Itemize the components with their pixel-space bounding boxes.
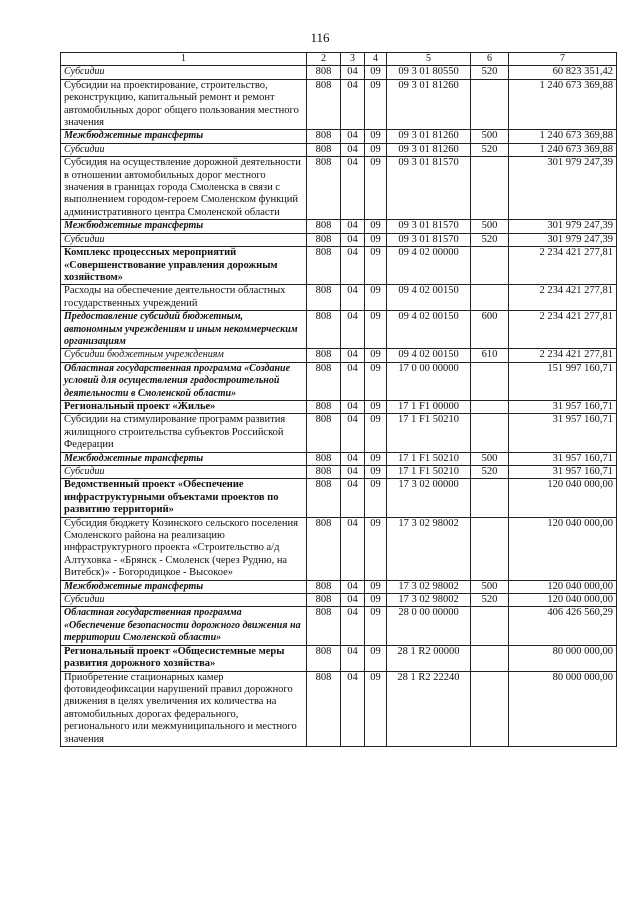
row-ministry-code: 808: [307, 414, 341, 452]
table-row: [61, 79, 617, 130]
row-amount: 301 979 247,39: [509, 157, 617, 220]
row-amount: 301 979 247,39: [509, 220, 617, 233]
row-subsection-code: 09: [365, 233, 387, 246]
row-amount: 1 240 673 369,88: [509, 130, 617, 143]
row-name: Межбюджетные трансферты: [61, 580, 307, 593]
row-subsection-code: 09: [365, 517, 387, 580]
row-section-code: 04: [341, 517, 365, 580]
table-row: [61, 233, 617, 246]
row-section-code: 04: [341, 349, 365, 362]
row-target-article-code: 17 3 02 98002: [387, 517, 471, 580]
row-name: Межбюджетные трансферты: [61, 130, 307, 143]
row-name: Ведомственный проект «Обеспечение инфраструктурными объектами проектов по развитию территорий»: [61, 479, 307, 517]
row-section-code: 04: [341, 247, 365, 285]
row-amount: 301 979 247,39: [509, 233, 617, 246]
row-section-code: 04: [341, 671, 365, 746]
table-row: [61, 671, 617, 746]
row-name: Субсидия на осуществление дорожной деятельности в отношении автомобильных дорог местного значения в границах города Смоленска в связи с выполнением городом-героем Смоленском функций административного центра Смоленской области: [61, 157, 307, 220]
row-target-article-code: 28 0 00 00000: [387, 607, 471, 645]
row-name: Субсидия бюджету Козинского сельского поселения Смоленского района на реализацию инфраструктурного проекта «Строительство а/д Алтуховка - «Брянск - Смоленск (через Рудню, на Витебск)» - Богородицкое - Высокое»: [61, 517, 307, 580]
row-ministry-code: 808: [307, 580, 341, 593]
row-amount: 2 234 421 277,81: [509, 311, 617, 349]
row-name: Межбюджетные трансферты: [61, 220, 307, 233]
row-amount: 60 823 351,42: [509, 66, 617, 79]
row-subsection-code: 09: [365, 580, 387, 593]
row-expense-type-code: 500: [471, 130, 509, 143]
row-section-code: 04: [341, 130, 365, 143]
row-target-article-code: 09 3 01 81260: [387, 143, 471, 156]
row-subsection-code: 09: [365, 645, 387, 671]
row-section-code: 04: [341, 466, 365, 479]
row-ministry-code: 808: [307, 66, 341, 79]
column-header: 5: [387, 53, 471, 66]
row-name: Субсидии: [61, 466, 307, 479]
table-row: [61, 452, 617, 465]
row-expense-type-code: 500: [471, 220, 509, 233]
row-amount: 2 234 421 277,81: [509, 349, 617, 362]
row-ministry-code: 808: [307, 79, 341, 130]
row-name: Субсидии: [61, 233, 307, 246]
row-ministry-code: 808: [307, 143, 341, 156]
row-ministry-code: 808: [307, 130, 341, 143]
row-section-code: 04: [341, 645, 365, 671]
row-subsection-code: 09: [365, 157, 387, 220]
row-ministry-code: 808: [307, 607, 341, 645]
table-row: [61, 594, 617, 607]
row-subsection-code: 09: [365, 311, 387, 349]
row-section-code: 04: [341, 79, 365, 130]
row-target-article-code: 09 3 01 81570: [387, 233, 471, 246]
row-section-code: 04: [341, 594, 365, 607]
row-amount: 31 957 160,71: [509, 452, 617, 465]
row-target-article-code: 17 1 F1 50210: [387, 452, 471, 465]
row-amount: 1 240 673 369,88: [509, 143, 617, 156]
row-amount: 120 040 000,00: [509, 479, 617, 517]
row-ministry-code: 808: [307, 285, 341, 311]
table-row: [61, 517, 617, 580]
table-row: [61, 349, 617, 362]
row-subsection-code: 09: [365, 247, 387, 285]
row-amount: 120 040 000,00: [509, 517, 617, 580]
row-ministry-code: 808: [307, 247, 341, 285]
column-header: 4: [365, 53, 387, 66]
table-row: [61, 580, 617, 593]
row-expense-type-code: [471, 414, 509, 452]
row-section-code: 04: [341, 452, 365, 465]
row-expense-type-code: [471, 157, 509, 220]
row-subsection-code: 09: [365, 414, 387, 452]
row-expense-type-code: 610: [471, 349, 509, 362]
row-target-article-code: 09 3 01 81570: [387, 220, 471, 233]
row-target-article-code: 09 4 02 00000: [387, 247, 471, 285]
row-amount: 2 234 421 277,81: [509, 285, 617, 311]
row-expense-type-code: [471, 607, 509, 645]
row-ministry-code: 808: [307, 233, 341, 246]
row-expense-type-code: [471, 79, 509, 130]
row-section-code: 04: [341, 479, 365, 517]
page-number: 116: [310, 30, 330, 45]
row-amount: 151 997 160,71: [509, 362, 617, 400]
row-ministry-code: 808: [307, 220, 341, 233]
row-target-article-code: 17 3 02 00000: [387, 479, 471, 517]
row-section-code: 04: [341, 157, 365, 220]
table-row: [61, 285, 617, 311]
row-ministry-code: 808: [307, 645, 341, 671]
row-ministry-code: 808: [307, 349, 341, 362]
row-ministry-code: 808: [307, 594, 341, 607]
row-expense-type-code: [471, 400, 509, 413]
row-amount: 406 426 560,29: [509, 607, 617, 645]
budget-table: [60, 52, 617, 747]
row-section-code: 04: [341, 362, 365, 400]
row-ministry-code: 808: [307, 311, 341, 349]
row-target-article-code: 09 4 02 00150: [387, 349, 471, 362]
row-target-article-code: 17 1 F1 50210: [387, 466, 471, 479]
row-name: Субсидии на стимулирование программ развития жилищного строительства субъектов Российской Федерации: [61, 414, 307, 452]
row-subsection-code: 09: [365, 66, 387, 79]
row-target-article-code: 09 3 01 81260: [387, 79, 471, 130]
row-name: Межбюджетные трансферты: [61, 452, 307, 465]
row-name: Расходы на обеспечение деятельности областных государственных учреждений: [61, 285, 307, 311]
row-name: Предоставление субсидий бюджетным, автономным учреждениям и иным некоммерческим организациям: [61, 311, 307, 349]
row-section-code: 04: [341, 580, 365, 593]
row-section-code: 04: [341, 607, 365, 645]
row-name: Приобретение стационарных камер фотовидеофиксации нарушений правил дорожного движения в целях увеличения их количества на автомобильных дорогах федерального, регионального или межмуниципального и местного значения: [61, 671, 307, 746]
row-section-code: 04: [341, 143, 365, 156]
row-name: Субсидии: [61, 66, 307, 79]
row-target-article-code: 09 3 01 81570: [387, 157, 471, 220]
row-subsection-code: 09: [365, 466, 387, 479]
row-expense-type-code: 520: [471, 594, 509, 607]
row-subsection-code: 09: [365, 130, 387, 143]
row-name: Региональный проект «Жилье»: [61, 400, 307, 413]
column-header: 1: [61, 53, 307, 66]
column-header: 2: [307, 53, 341, 66]
row-expense-type-code: [471, 247, 509, 285]
table-row: [61, 66, 617, 79]
row-subsection-code: 09: [365, 362, 387, 400]
row-subsection-code: 09: [365, 671, 387, 746]
row-target-article-code: 17 3 02 98002: [387, 594, 471, 607]
row-subsection-code: 09: [365, 452, 387, 465]
row-name: Региональный проект «Общесистемные меры развития дорожного хозяйства»: [61, 645, 307, 671]
row-expense-type-code: [471, 285, 509, 311]
row-ministry-code: 808: [307, 517, 341, 580]
table-row: [61, 143, 617, 156]
row-expense-type-code: 520: [471, 466, 509, 479]
row-ministry-code: 808: [307, 157, 341, 220]
row-section-code: 04: [341, 66, 365, 79]
row-section-code: 04: [341, 285, 365, 311]
row-target-article-code: 09 3 01 80550: [387, 66, 471, 79]
row-target-article-code: 17 0 00 00000: [387, 362, 471, 400]
row-expense-type-code: [471, 671, 509, 746]
row-section-code: 04: [341, 400, 365, 413]
table-row: [61, 645, 617, 671]
row-expense-type-code: 520: [471, 66, 509, 79]
row-name: Областная государственная программа «Создание условий для осуществления градостроительной деятельности в Смоленской области»: [61, 362, 307, 400]
row-target-article-code: 28 1 R2 22240: [387, 671, 471, 746]
row-amount: 80 000 000,00: [509, 645, 617, 671]
row-name: Субсидии: [61, 594, 307, 607]
table-row: [61, 157, 617, 220]
column-header: 6: [471, 53, 509, 66]
table-row: [61, 607, 617, 645]
row-ministry-code: 808: [307, 452, 341, 465]
table-row: [61, 479, 617, 517]
table-row: [61, 311, 617, 349]
row-subsection-code: 09: [365, 594, 387, 607]
row-name: Субсидии на проектирование, строительство, реконструкцию, капитальный ремонт и ремонт автомобильных дорог общего пользования местного значения: [61, 79, 307, 130]
column-header: 3: [341, 53, 365, 66]
row-target-article-code: 09 4 02 00150: [387, 311, 471, 349]
row-amount: 120 040 000,00: [509, 594, 617, 607]
row-amount: 2 234 421 277,81: [509, 247, 617, 285]
row-amount: 120 040 000,00: [509, 580, 617, 593]
row-subsection-code: 09: [365, 349, 387, 362]
row-subsection-code: 09: [365, 285, 387, 311]
column-header: 7: [509, 53, 617, 66]
row-target-article-code: 09 3 01 81260: [387, 130, 471, 143]
row-expense-type-code: 500: [471, 452, 509, 465]
row-name: Областная государственная программа «Обеспечение безопасности дорожного движения на территории Смоленской области»: [61, 607, 307, 645]
table-row: [61, 247, 617, 285]
row-subsection-code: 09: [365, 79, 387, 130]
row-subsection-code: 09: [365, 479, 387, 517]
row-subsection-code: 09: [365, 143, 387, 156]
row-subsection-code: 09: [365, 607, 387, 645]
row-expense-type-code: 520: [471, 143, 509, 156]
row-section-code: 04: [341, 414, 365, 452]
row-amount: 80 000 000,00: [509, 671, 617, 746]
row-target-article-code: 17 1 F1 00000: [387, 400, 471, 413]
row-ministry-code: 808: [307, 400, 341, 413]
table-row: [61, 414, 617, 452]
row-subsection-code: 09: [365, 400, 387, 413]
table-row: [61, 400, 617, 413]
row-ministry-code: 808: [307, 671, 341, 746]
table-row: [61, 130, 617, 143]
row-target-article-code: 17 1 F1 50210: [387, 414, 471, 452]
row-section-code: 04: [341, 233, 365, 246]
row-ministry-code: 808: [307, 466, 341, 479]
table-row: [61, 220, 617, 233]
row-amount: 31 957 160,71: [509, 414, 617, 452]
row-amount: 31 957 160,71: [509, 466, 617, 479]
row-ministry-code: 808: [307, 362, 341, 400]
row-target-article-code: 28 1 R2 00000: [387, 645, 471, 671]
row-expense-type-code: [471, 517, 509, 580]
row-section-code: 04: [341, 311, 365, 349]
row-name: Субсидии бюджетным учреждениям: [61, 349, 307, 362]
row-ministry-code: 808: [307, 479, 341, 517]
row-target-article-code: 09 4 02 00150: [387, 285, 471, 311]
row-expense-type-code: [471, 479, 509, 517]
header-row: [61, 53, 617, 66]
row-expense-type-code: [471, 362, 509, 400]
row-expense-type-code: 600: [471, 311, 509, 349]
table-row: [61, 466, 617, 479]
row-amount: 31 957 160,71: [509, 400, 617, 413]
row-expense-type-code: 520: [471, 233, 509, 246]
row-name: Комплекс процессных мероприятий «Совершенствование управления дорожным хозяйством»: [61, 247, 307, 285]
row-expense-type-code: 500: [471, 580, 509, 593]
row-amount: 1 240 673 369,88: [509, 79, 617, 130]
row-section-code: 04: [341, 220, 365, 233]
row-expense-type-code: [471, 645, 509, 671]
row-target-article-code: 17 3 02 98002: [387, 580, 471, 593]
row-name: Субсидии: [61, 143, 307, 156]
row-subsection-code: 09: [365, 220, 387, 233]
table-row: [61, 362, 617, 400]
